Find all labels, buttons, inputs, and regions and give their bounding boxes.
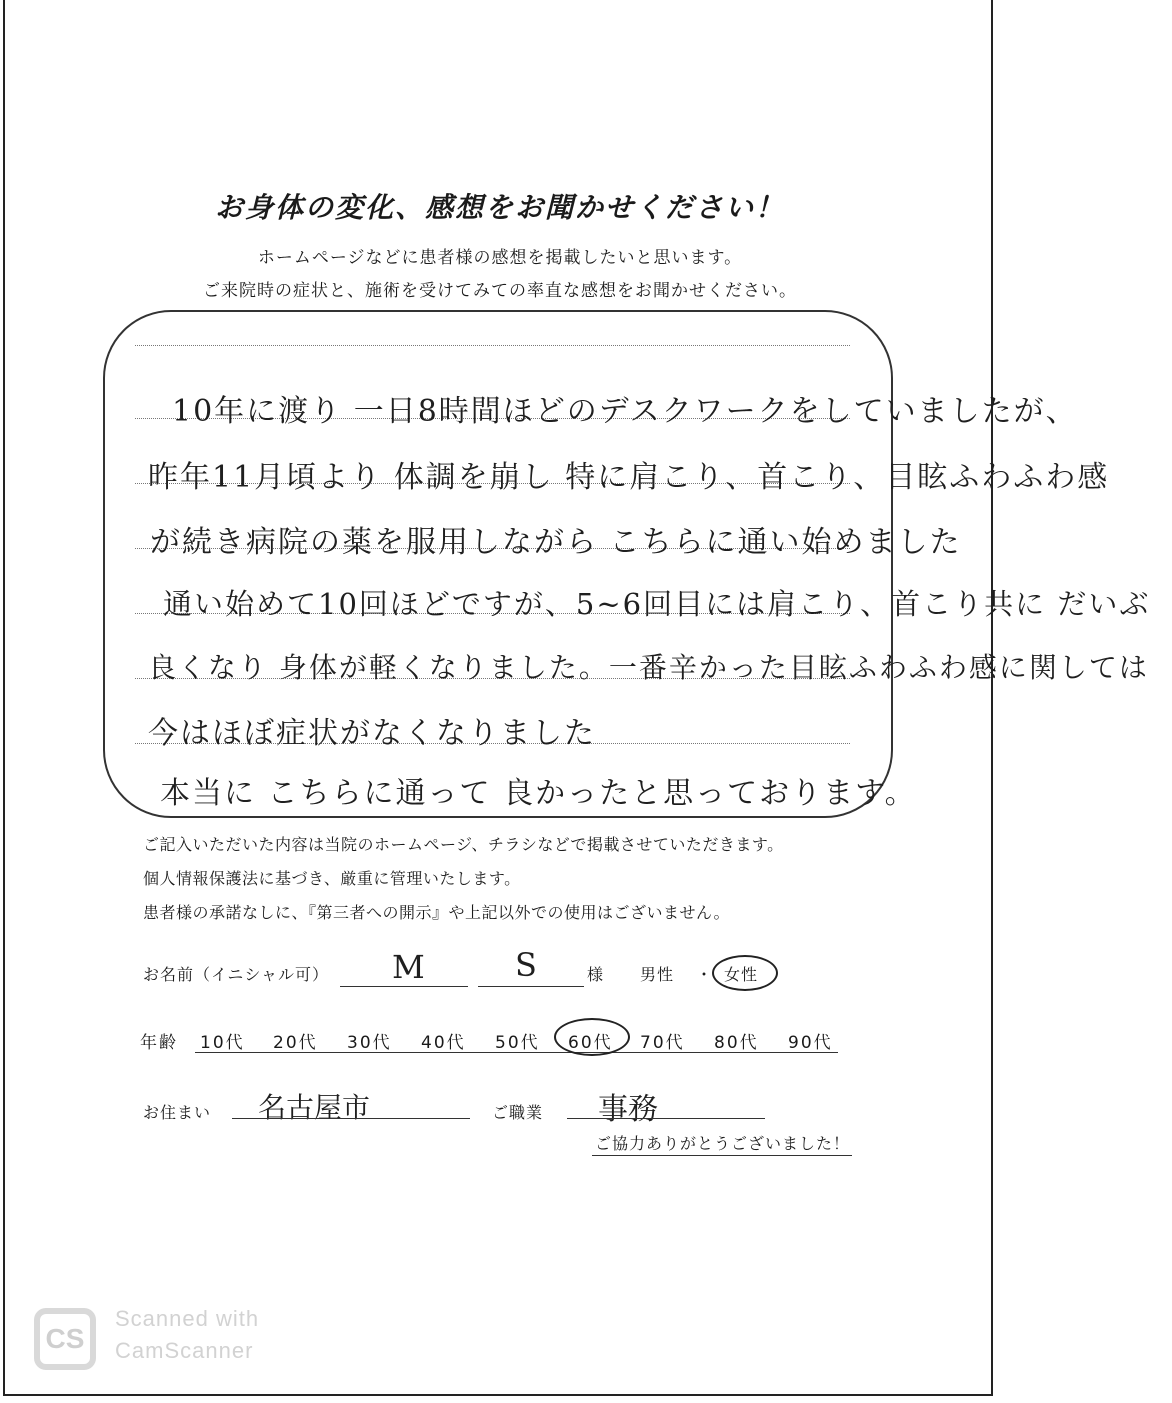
thanks-underline [592, 1155, 852, 1156]
selected-gender-circle [712, 955, 778, 991]
comment-line-7: 本当に こちらに通って 良かったと思っております。 [160, 776, 917, 811]
age-option: 20代 [273, 1033, 318, 1053]
notice-line-2: 個人情報保護法に基づき、厳重に管理いたします。 [143, 869, 521, 888]
initial-2-underline [478, 986, 584, 987]
gender-female: 女性 [724, 965, 759, 984]
gender-separator: ・ [696, 965, 714, 984]
age-option: 80代 [714, 1033, 759, 1053]
notice-line-3: 患者様の承諾なしに、『第三者への開示』や上記以外での使用はございません。 [143, 903, 730, 922]
age-label: 年齢 [140, 1033, 178, 1053]
initial-1: M [392, 948, 425, 986]
job-value: 事務 [598, 1092, 658, 1127]
name-label: お名前（イニシャル可） [143, 965, 330, 984]
age-option: 50代 [495, 1033, 540, 1053]
comment-line-5: 良くなり 身体が軽くなりました。一番辛かった目眩ふわふわ感に関しては [148, 651, 1149, 684]
comment-line-3: が続き病院の薬を服用しながら こちらに通い始めました [150, 525, 962, 560]
comment-line-6: 今はほぼ症状がなくなりました [148, 716, 596, 751]
age-option: 60代 [568, 1033, 613, 1053]
age-option: 40代 [421, 1033, 466, 1053]
camscanner-logo-icon: CS [34, 1308, 96, 1370]
address-underline [232, 1118, 470, 1119]
age-option: 90代 [788, 1033, 833, 1053]
watermark-line-1: Scanned with [115, 1306, 260, 1331]
comment-line-4: 通い始めて10回ほどですが、5~6回目には肩こり、首こり共に だいぶ [163, 587, 1151, 621]
survey-title: お身体の変化、感想をお聞かせください！ [214, 191, 785, 224]
comment-line-2: 昨年11月頃より 体調を崩し 特に肩こり、首こり、目眩ふわふわ感 [148, 460, 1110, 495]
initial-2: S [515, 946, 537, 984]
ruled-line [135, 345, 850, 346]
age-option: 30代 [347, 1033, 392, 1053]
age-option: 10代 [200, 1033, 245, 1053]
address-value: 名古屋市 [258, 1091, 371, 1124]
thanks-message: ご協力ありがとうございました！ [595, 1134, 851, 1153]
gender-male: 男性 [640, 965, 675, 984]
initial-1-underline [340, 986, 468, 987]
honorific: 様 [587, 965, 605, 984]
job-underline [567, 1118, 765, 1119]
job-label: ご職業 [492, 1103, 544, 1122]
age-underline [195, 1052, 838, 1053]
selected-age-circle [554, 1018, 630, 1056]
address-label: お住まい [143, 1103, 212, 1122]
age-option: 70代 [640, 1033, 685, 1053]
intro-line-2: ご来院時の症状と、施術を受けてみての率直な感想をお聞かせください。 [203, 281, 797, 301]
notice-line-1: ご記入いただいた内容は当院のホームページ、チラシなどで掲載させていただきます。 [143, 835, 784, 854]
intro-line-1: ホームページなどに患者様の感想を掲載したいと思います。 [257, 248, 743, 268]
watermark-line-2: CamScanner [115, 1338, 254, 1363]
comment-line-1: 10年に渡り 一日8時間ほどのデスクワークをしていましたが、 [172, 394, 1078, 429]
